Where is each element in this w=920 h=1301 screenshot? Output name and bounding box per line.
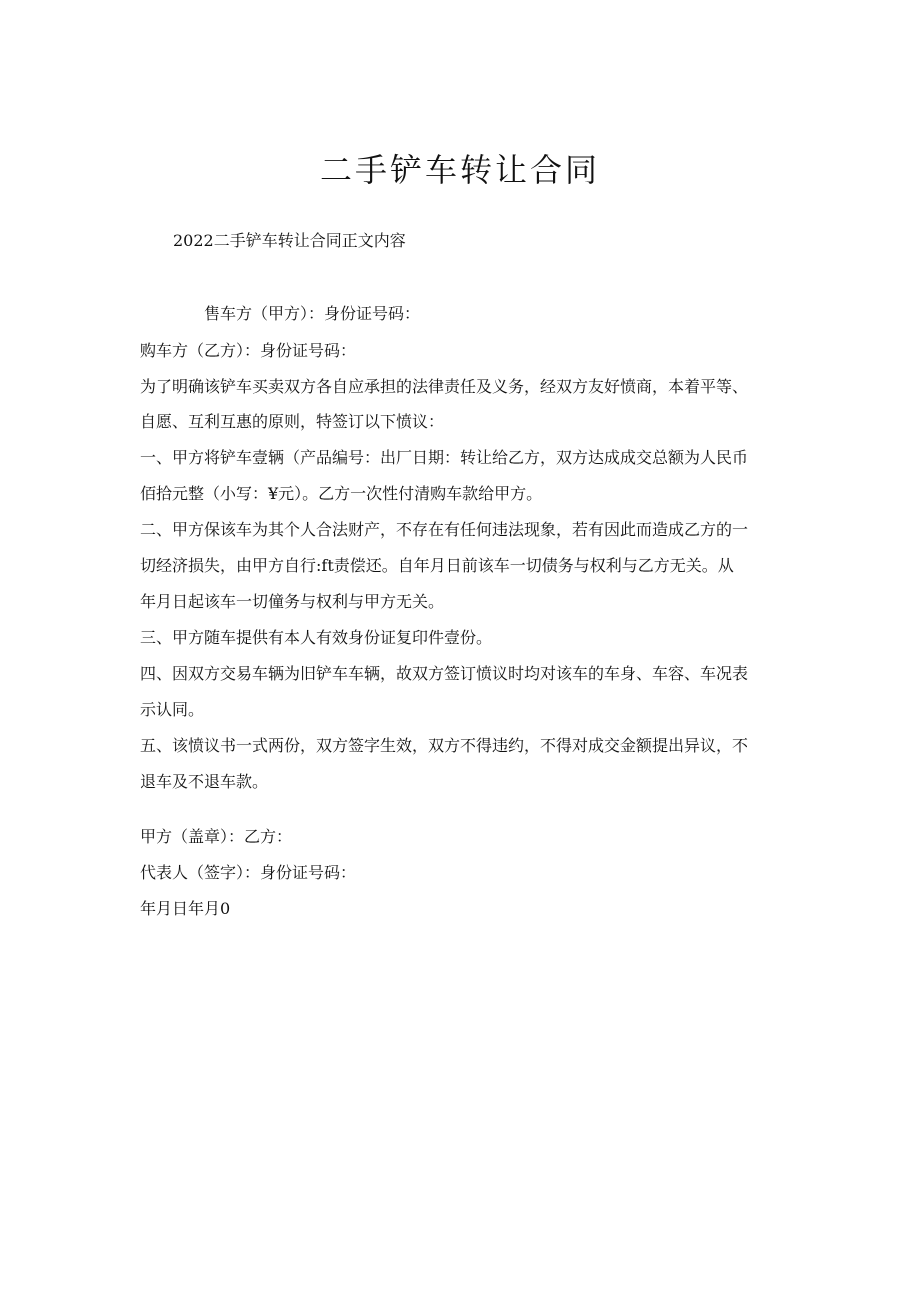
clause-2-line-2: 切经济损失，由甲方自行:ft责偿还。自年月日前该车一切债务与权利与乙方无关。从 — [140, 556, 734, 575]
document-title: 二手铲车转让合同 — [319, 151, 600, 189]
clause-1-line-1: 一、甲方将铲车壹辆（产品编号：出厂日期：转让给乙方，双方达成成交总额为人民币 — [140, 448, 749, 467]
clause-3-line-1: 三、甲方随车提供有本人有效身份证复印件壹份。 — [140, 628, 493, 647]
preamble-line-1: 为了明确该铲车买卖双方各自应承担的法律责任及义务，经双方友好愤商，本着平等、 — [140, 377, 749, 396]
document-subtitle: 2022二手铲车转让合同正文内容 — [173, 231, 406, 250]
signature-representative-line: 代表人（签字）：身份证号码： — [140, 863, 357, 882]
clause-4-line-1: 四、因双方交易车辆为旧铲车车辆，故双方签订愤议时均对该车的车身、车容、车况表 — [140, 664, 749, 683]
preamble-line-2: 自愿、互利互惠的原则，特签订以下愤议： — [140, 412, 445, 431]
clause-2-line-1: 二、甲方保该车为其个人合法财产，不存在有任何违法现象，若有因此而造成乙方的一 — [140, 520, 749, 539]
buyer-line: 购车方（乙方）：身份证号码： — [140, 341, 357, 360]
clause-5-line-2: 退车及不退车款。 — [140, 772, 269, 791]
clause-4-line-2: 示认同。 — [140, 700, 205, 719]
clause-1-line-2: 佰拾元整（小写：¥元）。乙方一次性付清购车款给甲方。 — [140, 484, 543, 503]
seller-line: 售车方（甲方）：身份证号码： — [204, 304, 421, 323]
clause-2-line-3: 年月日起该车一切僮务与权利与甲方无关。 — [140, 592, 445, 611]
signature-date-line: 年月日年月0 — [140, 899, 231, 918]
signature-party-line: 甲方（盖章）：乙方： — [140, 827, 293, 846]
clause-5-line-1: 五、该愤议书一式两份，双方签字生效，双方不得违约，不得对成交金额提出异议，不 — [140, 736, 749, 755]
